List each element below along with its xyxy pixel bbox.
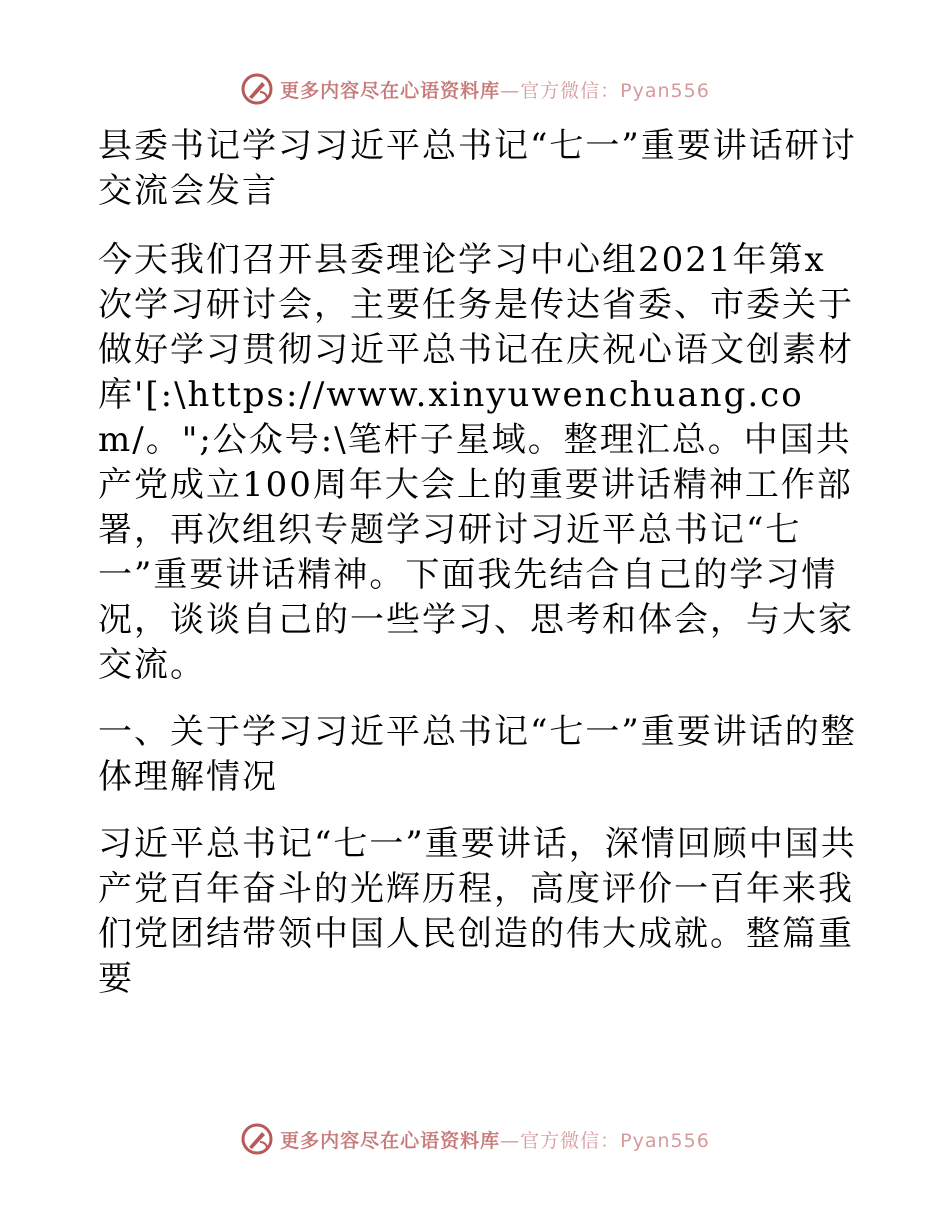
section-heading-1: 一、关于学习习近平总书记“七一”重要讲话的整体理解情况	[98, 712, 857, 797]
pen-circle-icon	[240, 1122, 274, 1156]
watermark-text: 更多内容尽在心语资料库—官方微信：Pyan556	[280, 79, 710, 102]
watermark-text: 更多内容尽在心语资料库—官方微信：Pyan556	[280, 1129, 710, 1152]
document-body	[98, 124, 858, 1024]
footer-watermark	[0, 1122, 950, 1156]
pen-circle-icon	[240, 72, 274, 106]
header-watermark	[0, 72, 950, 106]
paragraph-intro: 今天我们召开县委理论学习中心组2021年第x次学习研讨会，主要任务是传达省委、市委关于做好学习贯彻习近平总书记在庆祝心语文创素材库'[:\https://www.xinyuwenchuang.com/。";公众号:\笔杆子星域。整理汇总。中国共产党成立100周年大会上的重要讲话精神工作部署，再次组织专题学习研讨习近平总书记“七一”重要讲话精神。下面我先结合自己的学习情况，谈谈自己的一些学习、思考和体会，与大家交流。	[98, 240, 854, 685]
document-title: 县委书记学习习近平总书记“七一”重要讲话研讨交流会发言	[98, 126, 857, 211]
paragraph-section-1: 习近平总书记“七一”重要讲话，深情回顾中国共产党百年奋斗的光辉历程，高度评价一百年来我们党团结带领中国人民创造的伟大成就。整篇重要	[98, 824, 857, 999]
